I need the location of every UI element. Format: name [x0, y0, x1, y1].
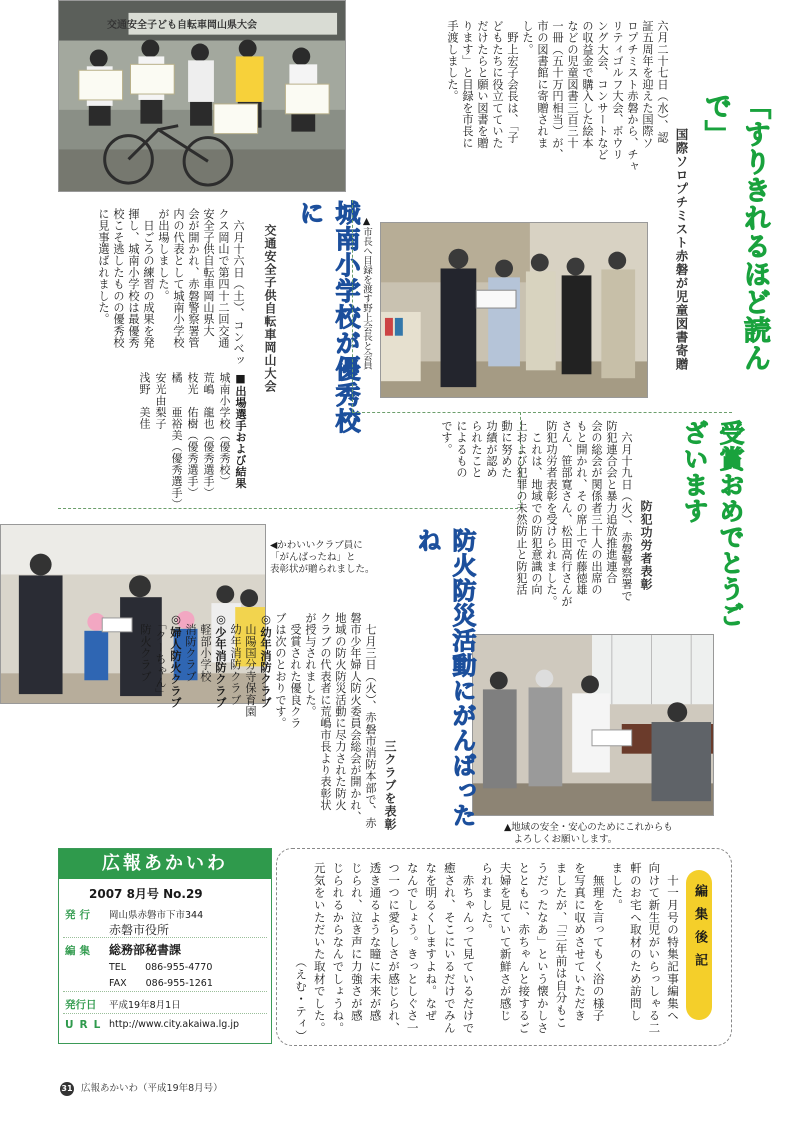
body-line: を写真に収めさせていただき — [573, 862, 588, 1022]
body-line: 六月二十七日（水）、認 — [656, 20, 669, 144]
editorial-body — [290, 862, 682, 1042]
body-line: 上および犯罪の未然防止と防犯活 — [515, 420, 528, 596]
body-line: の収益金で購入した絵本 — [581, 20, 594, 149]
body-line: 軽部小学校 — [199, 612, 212, 683]
body-line: 向けて新生児がいらっしゃる二 — [647, 862, 662, 1035]
fire-caption — [270, 540, 430, 576]
body-line: 会の総会が関係者三十人の出席の — [590, 420, 603, 596]
results-line: 浅野 美佳 — [138, 372, 151, 430]
body-line: 地域の防火防災活動に尽力された防火 — [334, 612, 347, 811]
body-line: 揮し、城南小学校は最優秀 — [127, 208, 140, 349]
body-line: 防犯功労者表彰を受けられました。 — [545, 420, 558, 608]
body-line: ング大会、コンサートなど — [596, 20, 609, 161]
body-line: 「クーちゃん」 — [154, 612, 167, 700]
bicycle-headline: 城南小学校が優秀校に — [296, 200, 361, 434]
body-line: ブは次のとおりです。 — [274, 612, 287, 729]
publisher-address: 岡山県赤磐市下市344 — [109, 910, 204, 921]
library-headline: 「すりきれるほど読んで」 — [700, 92, 770, 372]
body-line: じられ、泣き声に力強さが感 — [349, 862, 364, 1022]
body-line: ◎少年消防クラブ — [214, 612, 228, 709]
body-line: なを明るくしますよね。なぜ — [424, 862, 439, 1022]
results-line: 荒嶋 龍也（優秀選手） — [202, 372, 215, 499]
body-line: 安全子供自転車岡山県大 — [202, 208, 215, 337]
body-line: うだったなあ」という懐かしさ — [535, 862, 550, 1035]
body-line: つ一つに愛らしさが感じられ、 — [387, 862, 402, 1035]
caption-line: よろしくお願いします。 — [504, 834, 618, 845]
photo-library-donation — [380, 222, 648, 398]
body-line: 証五周年を迎えた国際ソ — [641, 20, 654, 149]
body-line: リティゴルフ大会、ボウリ — [611, 20, 624, 161]
caption-line: 「がんばったね」と — [270, 552, 356, 563]
url-link[interactable]: http://www.city.akaiwa.lg.jp — [109, 1019, 240, 1030]
editor-name: 総務部秘書課 — [109, 943, 182, 957]
body-line: 山陽国分寺保育園 — [244, 612, 257, 718]
body-line: した。 — [521, 20, 534, 56]
bicycle-body — [62, 208, 246, 378]
body-line: 透き通るような瞳に未来が感 — [368, 862, 383, 1022]
body-line: 市の図書館に寄贈されま — [536, 20, 549, 149]
divider — [352, 412, 732, 413]
body-line: これは、地域での防犯意識の向 — [530, 420, 543, 596]
caption-line: ▲地域の安全・安心のためにこれからも — [504, 822, 673, 833]
body-line: によるもの — [455, 420, 468, 479]
masthead-box — [58, 848, 272, 1044]
footer-text: 広報あかいわ（平成19年8月号） — [81, 1083, 223, 1094]
body-line: 受賞された優良クラ — [289, 612, 302, 729]
body-line: られたこと — [470, 420, 483, 479]
divider — [63, 991, 267, 992]
award-subhead: 防犯功労者表彰 — [639, 500, 653, 591]
body-line: （えむ・ティ） — [294, 955, 309, 1042]
page-footer — [60, 1080, 223, 1096]
body-line: 日ごろの練習の成果を発 — [142, 208, 155, 349]
fire-body — [62, 612, 378, 844]
divider — [352, 200, 353, 412]
body-line: ◎幼年消防クラブ — [259, 612, 273, 709]
library-caption: ▲市長へ目録を渡す野上会長と会員 — [361, 216, 372, 370]
body-line: なんでしょう。きっとしぐさ一 — [405, 862, 420, 1035]
masthead-issue: 2007 8月号 No.29 — [89, 887, 203, 901]
url-label: URL — [65, 1019, 107, 1031]
publisher-label: 発行 — [65, 909, 94, 921]
tel: TEL 086-955-4770 — [109, 962, 213, 973]
body-line: られました。 — [480, 862, 495, 936]
banner-text: 交通安全子ども自転車岡山県大会 — [107, 20, 257, 31]
body-line: ロプチミスト赤磐から、チャ — [626, 20, 639, 173]
body-line: 六月十九日（火）、赤磐警察署で — [620, 420, 633, 602]
date-label: 発行日 — [65, 999, 97, 1011]
bicycle-subhead: 交通安全子供自転車岡山大会 — [263, 224, 277, 393]
fax: FAX 086-955-1261 — [109, 978, 213, 989]
body-line: ましたが、「三年前は自分もこ — [554, 862, 569, 1029]
results-line: 安光由梨子 — [154, 372, 167, 430]
body-line: 六月十六日（土）、コンベッ — [232, 208, 245, 367]
body-line: 幼年消防クラブ — [229, 612, 242, 706]
body-line: です。 — [440, 420, 453, 456]
body-line: ります」と目録を市長に — [461, 20, 474, 149]
body-line: に見事選ばれました。 — [97, 208, 110, 325]
award-caption — [504, 822, 734, 846]
library-body — [372, 20, 670, 200]
body-line: 功績が認め — [485, 420, 498, 479]
body-line: 野上宏子会長は、「子 — [506, 20, 519, 144]
body-line: 夫婦を見ていて新鮮さが感じ — [498, 862, 513, 1022]
body-line: 手渡しました。 — [446, 20, 459, 102]
body-line: とともに、赤ちゃんと接するご — [517, 862, 532, 1035]
body-line: だけたらと願い図書を贈 — [476, 20, 489, 149]
masthead-title: 広報あかいわ — [59, 849, 271, 879]
body-line: 消防クラブ — [184, 612, 197, 683]
award-headline: 受賞おめでとうございます — [680, 420, 745, 628]
body-line: 軒のお宅へ取材のため訪問し — [628, 862, 643, 1022]
body-line: どもたちに役立てていた — [491, 20, 504, 149]
body-line: ◎婦人防火クラブ — [169, 612, 183, 709]
library-subhead: 国際ソロプチミスト赤磐が児童図書寄贈 — [674, 128, 689, 371]
publisher-name: 赤磐市役所 — [109, 923, 170, 937]
body-line: 磐市少年婦人防火委員会総会が開かれ、 — [349, 612, 362, 823]
body-line: 癒され、そこにいるだけでみん — [442, 862, 457, 1035]
body-line: 防犯連合会と暴力追放推進連合 — [605, 420, 618, 584]
results-line: 枝光 佑樹（優秀選手） — [186, 372, 199, 499]
body-line: が授与されました。 — [304, 612, 317, 718]
editorial-tag: 編集後記 — [692, 884, 707, 976]
body-line: 動に努めた — [500, 420, 513, 479]
body-line: 元気をいただいた取材でした。 — [312, 862, 327, 1035]
body-line: クラブの代表者に荒嶋市長より表彰状 — [319, 612, 332, 811]
fire-headline: 防火防災活動にがんばったね — [413, 528, 476, 828]
body-line: さん、笹部寛さん、松田高行さんが — [560, 420, 573, 608]
body-line: もと開かれ、その席上で佐藤徳雄 — [575, 420, 588, 596]
body-line: じられるからなんでしょうね。 — [331, 862, 346, 1035]
fire-subhead: 三クラブを表彰 — [383, 740, 397, 831]
results-title: ■出場選手および結果 — [234, 372, 247, 489]
body-line: が出場しました。 — [157, 208, 170, 302]
body-line: ました。 — [610, 862, 625, 912]
body-line: 無理を言ってもく浴の様子 — [591, 862, 606, 1022]
page-number: 31 — [60, 1082, 74, 1096]
results-line: 橘 亜裕美（優秀選手） — [170, 372, 183, 510]
photo-award-ceremony — [472, 634, 714, 816]
editor-label: 編集 — [65, 945, 94, 957]
body-line: クス岡山で第四十二回交通 — [217, 208, 230, 349]
caption-line: ◀かわいいクラブ員に — [270, 540, 363, 551]
body-line: 防火クラブ — [139, 612, 152, 683]
body-line: 会が開かれ、赤磐警察署管 — [187, 208, 200, 349]
caption-line: 表彰状が贈られました。 — [270, 564, 375, 575]
body-line: 一冊（五十万円相当）が、 — [551, 20, 564, 161]
divider — [63, 1013, 267, 1014]
divider — [63, 937, 267, 938]
body-line: 赤ちゃんって見ているだけで — [461, 862, 476, 1035]
results-line: 城南小学校（優秀校） — [218, 372, 231, 487]
body-line: 内の代表として城南小学校 — [172, 208, 185, 349]
body-line: 七月三日（火）、赤磐市消防本部で、赤 — [364, 612, 377, 829]
date: 平成19年8月1日 — [109, 1000, 181, 1011]
body-line: 十一月号の特集記事編集へ — [666, 862, 680, 1022]
body-line: 校こそ逃したものの優秀校 — [112, 208, 125, 349]
body-line: などの児童図書三百三十 — [566, 20, 579, 149]
